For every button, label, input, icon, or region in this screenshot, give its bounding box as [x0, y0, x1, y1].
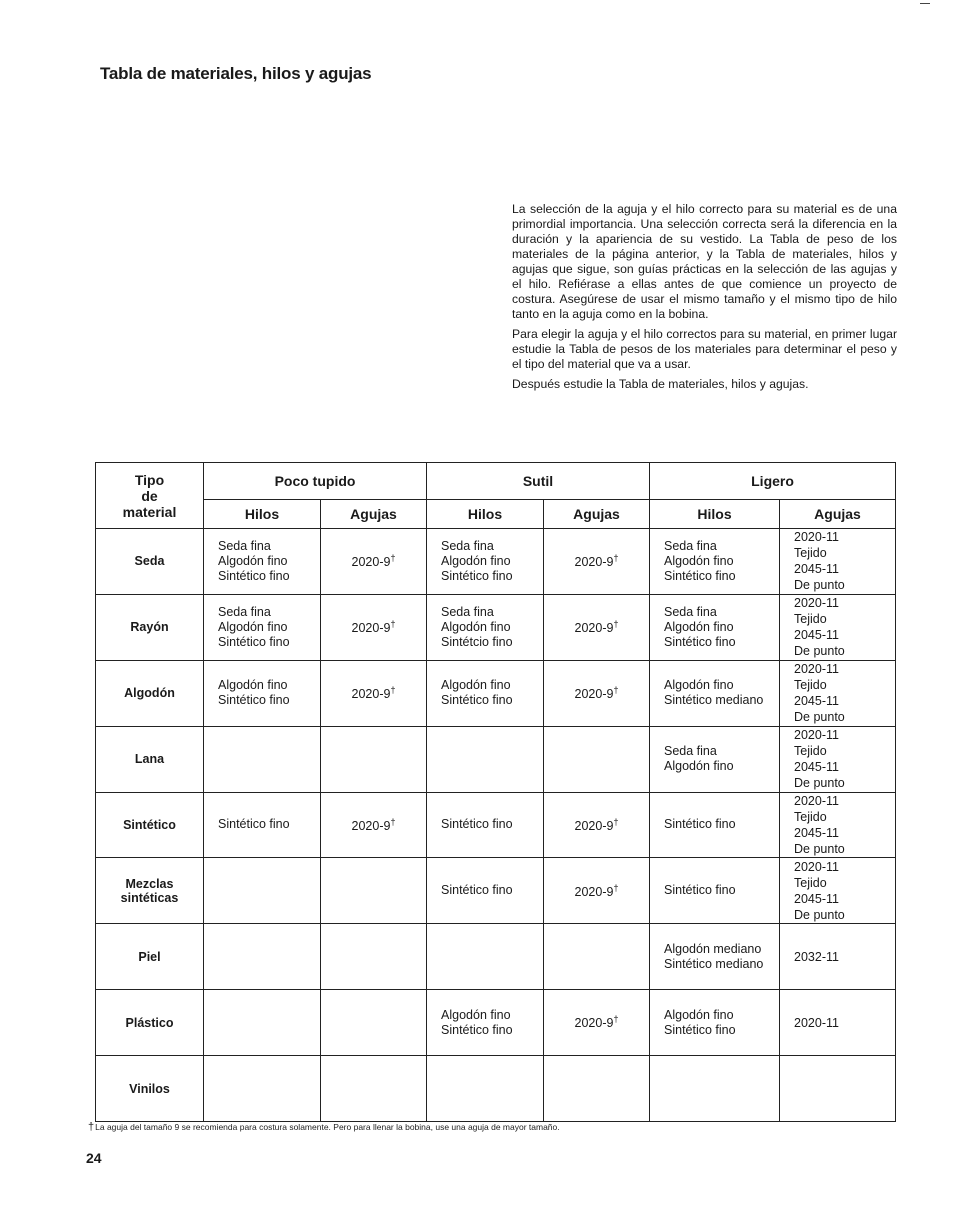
needles-cell: [544, 594, 650, 660]
material-name-line: Algodón: [124, 686, 175, 701]
needles-cell: [321, 594, 427, 660]
thread-line: Algodón fino: [441, 678, 511, 693]
thread-line: Sintético fino: [218, 634, 290, 649]
needle-value: 2020-9: [574, 819, 614, 834]
needle-value: 2020-9: [574, 884, 614, 899]
table-row: [96, 858, 896, 924]
material-name: [96, 529, 204, 595]
dagger-mark: †: [613, 1014, 619, 1025]
threads-cell: [427, 1056, 544, 1122]
threads-cell: [204, 792, 321, 858]
materials-table: [95, 462, 896, 1122]
dagger-mark: †: [390, 816, 396, 827]
group-header-ligero: Ligero: [650, 463, 896, 500]
needle-line: 2045-11: [794, 694, 839, 709]
thread-line: Sintético fino: [664, 634, 736, 649]
threads-cell: [204, 1056, 321, 1122]
table-body: [96, 529, 896, 1122]
thread-line: Sintético fino: [441, 883, 513, 898]
table-row: [96, 594, 896, 660]
needles-cell: [780, 726, 896, 792]
dagger-mark: †: [613, 685, 619, 696]
material-name: [96, 990, 204, 1056]
needle-line: Tejido: [794, 678, 827, 693]
needle-line: 2020-11: [794, 662, 839, 677]
needles-cell: [544, 924, 650, 990]
needles-cell: [321, 660, 427, 726]
threads-cell: [427, 529, 544, 595]
needle-line: 2045-11: [794, 628, 839, 643]
thread-line: Sintético mediano: [664, 956, 764, 971]
subheader-hilos: Hilos: [427, 500, 544, 529]
needle-line: De punto: [794, 644, 845, 659]
threads-cell: [650, 529, 780, 595]
thread-line: Seda fina: [664, 744, 717, 759]
dagger-mark: †: [390, 619, 396, 630]
needles-cell: [544, 792, 650, 858]
dagger-mark: †: [390, 685, 396, 696]
thread-line: Sintético fino: [664, 568, 736, 583]
material-name: [96, 726, 204, 792]
threads-cell: [650, 660, 780, 726]
needles-cell: [321, 990, 427, 1056]
threads-cell: [427, 858, 544, 924]
material-name-line: Rayón: [130, 620, 169, 635]
needles-cell: [321, 726, 427, 792]
needle-line: 2020-11: [794, 859, 839, 874]
needle-line: 2032-11: [794, 949, 839, 964]
threads-cell: [204, 924, 321, 990]
page-title: Tabla de materiales, hilos y agujas: [100, 64, 372, 83]
page-number: 24: [86, 1150, 102, 1166]
threads-cell: [650, 924, 780, 990]
threads-cell: [650, 858, 780, 924]
thread-line: Sintético fino: [218, 817, 290, 832]
needle-line: Tejido: [794, 744, 827, 759]
table-row: [96, 1056, 896, 1122]
threads-cell: [204, 660, 321, 726]
needles-cell: [544, 1056, 650, 1122]
needles-cell: [544, 990, 650, 1056]
needle-line: 2020-11: [794, 793, 839, 808]
thread-line: Algodón fino: [218, 619, 288, 634]
threads-cell: [650, 1056, 780, 1122]
thread-line: Sintético fino: [664, 817, 736, 832]
thread-line: Seda fina: [218, 604, 271, 619]
material-name: [96, 660, 204, 726]
subheader-agujas: Agujas: [544, 500, 650, 529]
needles-cell: [544, 529, 650, 595]
thread-line: Sintético fino: [441, 693, 513, 708]
thread-line: Seda fina: [664, 538, 717, 553]
needles-cell: [321, 792, 427, 858]
table-row: [96, 792, 896, 858]
subheader-agujas: Agujas: [321, 500, 427, 529]
needle-line: 2045-11: [794, 760, 839, 775]
thread-line: Seda fina: [664, 604, 717, 619]
dagger-mark: †: [613, 882, 619, 893]
needle-line: 2045-11: [794, 562, 839, 577]
needles-cell: [780, 529, 896, 595]
material-name-line: Mezclas: [125, 876, 174, 891]
footnote: [88, 1121, 888, 1133]
needles-cell: [780, 660, 896, 726]
dagger-mark: †: [613, 619, 619, 630]
needles-cell: [321, 858, 427, 924]
threads-cell: [427, 660, 544, 726]
thread-line: Sintético fino: [441, 568, 513, 583]
material-name-line: Plástico: [125, 1015, 174, 1030]
needle-line: De punto: [794, 710, 845, 725]
thread-line: Sintético fino: [218, 693, 290, 708]
material-name-line: sintéticas: [120, 890, 179, 905]
thread-line: Sintético fino: [441, 817, 513, 832]
table-row: [96, 726, 896, 792]
needle-line: 2020-11: [794, 728, 839, 743]
needle-value: 2020-9: [351, 819, 391, 834]
table-row: [96, 529, 896, 595]
thread-line: Sintético fino: [441, 1022, 513, 1037]
needle-line: 2020-11: [794, 1015, 839, 1030]
needle-line: De punto: [794, 841, 845, 856]
subheader-hilos: Hilos: [204, 500, 321, 529]
intro-paragraph: La selección de la aguja y el hilo correcto para su material es de una primordial importancia. Una selección correcta será la diferencia en la duración y la apariencia de su vestido. La Tabla de peso de los materiales de la página anterior, y la Tabla de materiales, hilos y agujas que sigue, son guías prácticas en la selección de las agujas y el hilo. Refiérase a ellas antes de que comience un proyecto de costura. Asegúrese de usar el mismo tamaño y el mismo tipo de hilo tanto en la aguja como en la bobina.: [512, 202, 897, 321]
needle-line: De punto: [794, 907, 845, 922]
needles-cell: [321, 529, 427, 595]
group-header-poco-tupido: Poco tupido: [204, 463, 427, 500]
material-name-line: Piel: [138, 949, 161, 964]
needle-value: 2020-9: [351, 621, 391, 636]
thread-line: Sintético fino: [218, 568, 290, 583]
thread-line: Algodón fino: [664, 1007, 734, 1022]
threads-cell: [427, 726, 544, 792]
material-name-line: Vinilos: [129, 1081, 170, 1096]
thread-line: Seda fina: [441, 604, 494, 619]
material-name-line: Sintético: [123, 817, 176, 832]
material-type-header: Tipo de material: [96, 463, 204, 529]
dagger-mark: †: [613, 816, 619, 827]
corner-mark: [920, 3, 930, 4]
dagger-mark: †: [613, 553, 619, 564]
material-name-line: Lana: [134, 752, 165, 767]
thread-line: Algodón fino: [664, 619, 734, 634]
thread-line: Sintético fino: [664, 883, 736, 898]
thread-line: Algodón fino: [441, 619, 511, 634]
needle-value: 2020-9: [351, 687, 391, 702]
threads-cell: [427, 990, 544, 1056]
material-name: [96, 594, 204, 660]
threads-cell: [204, 726, 321, 792]
group-header-sutil: Sutil: [427, 463, 650, 500]
thread-line: Algodón fino: [441, 1007, 511, 1022]
needle-value: 2020-9: [351, 555, 391, 570]
threads-cell: [427, 792, 544, 858]
needles-cell: [780, 990, 896, 1056]
needle-value: 2020-9: [574, 687, 614, 702]
thread-line: Sintético fino: [664, 1022, 736, 1037]
thread-line: Sintético mediano: [664, 693, 764, 708]
needles-cell: [544, 858, 650, 924]
needles-cell: [321, 1056, 427, 1122]
threads-cell: [427, 924, 544, 990]
needles-cell: [544, 660, 650, 726]
needle-line: 2020-11: [794, 530, 839, 545]
table-row: [96, 924, 896, 990]
thread-line: Seda fina: [441, 538, 494, 553]
thread-line: Algodón fino: [441, 553, 511, 568]
thread-line: Algodón fino: [664, 553, 734, 568]
threads-cell: [204, 529, 321, 595]
threads-cell: [650, 594, 780, 660]
thread-line: Algodón fino: [664, 759, 734, 774]
table-row: [96, 660, 896, 726]
threads-cell: [204, 990, 321, 1056]
intro-text: [512, 202, 897, 397]
needle-value: 2020-9: [574, 621, 614, 636]
needle-line: 2045-11: [794, 891, 839, 906]
threads-cell: [204, 594, 321, 660]
subheader-hilos: Hilos: [650, 500, 780, 529]
needles-cell: [544, 726, 650, 792]
needle-line: De punto: [794, 578, 845, 593]
intro-paragraph: Después estudie la Tabla de materiales, hilos y agujas.: [512, 377, 809, 391]
thread-line: Algodón fino: [664, 678, 734, 693]
needle-line: Tejido: [794, 612, 827, 627]
threads-cell: [650, 726, 780, 792]
needles-cell: [780, 594, 896, 660]
subheader-agujas: Agujas: [780, 500, 896, 529]
threads-cell: [204, 858, 321, 924]
dagger-mark: †: [88, 1121, 95, 1133]
needle-value: 2020-9: [574, 555, 614, 570]
threads-cell: [650, 792, 780, 858]
footnote-text: La aguja del tamaño 9 se recomienda para costura solamente. Pero para llenar la bobina, use una aguja de mayor tamaño.: [95, 1122, 560, 1132]
needle-line: 2045-11: [794, 825, 839, 840]
dagger-mark: †: [390, 553, 396, 564]
material-name: [96, 1056, 204, 1122]
thread-line: Algodón fino: [218, 678, 288, 693]
needle-line: Tejido: [794, 875, 827, 890]
thread-line: Algodón fino: [218, 553, 288, 568]
needles-cell: [780, 858, 896, 924]
threads-cell: [427, 594, 544, 660]
needle-value: 2020-9: [574, 1016, 614, 1031]
material-name: [96, 792, 204, 858]
needles-cell: [780, 1056, 896, 1122]
needle-line: Tejido: [794, 809, 827, 824]
material-name-line: Seda: [134, 554, 165, 569]
thread-line: Sintétcio fino: [441, 634, 513, 649]
thread-line: Algodón mediano: [664, 941, 762, 956]
needle-line: Tejido: [794, 546, 827, 561]
material-name: [96, 924, 204, 990]
needle-line: 2020-11: [794, 596, 839, 611]
material-name: [96, 858, 204, 924]
threads-cell: [650, 990, 780, 1056]
needles-cell: [321, 924, 427, 990]
needles-cell: [780, 792, 896, 858]
thread-line: Seda fina: [218, 538, 271, 553]
table-row: [96, 990, 896, 1056]
needle-line: De punto: [794, 776, 845, 791]
needles-cell: [780, 924, 896, 990]
intro-paragraph: Para elegir la aguja y el hilo correctos para su material, en primer lugar estudie la Tabla de pesos de los materiales para determinar el peso y el tipo del material que va a usar.: [512, 327, 897, 371]
